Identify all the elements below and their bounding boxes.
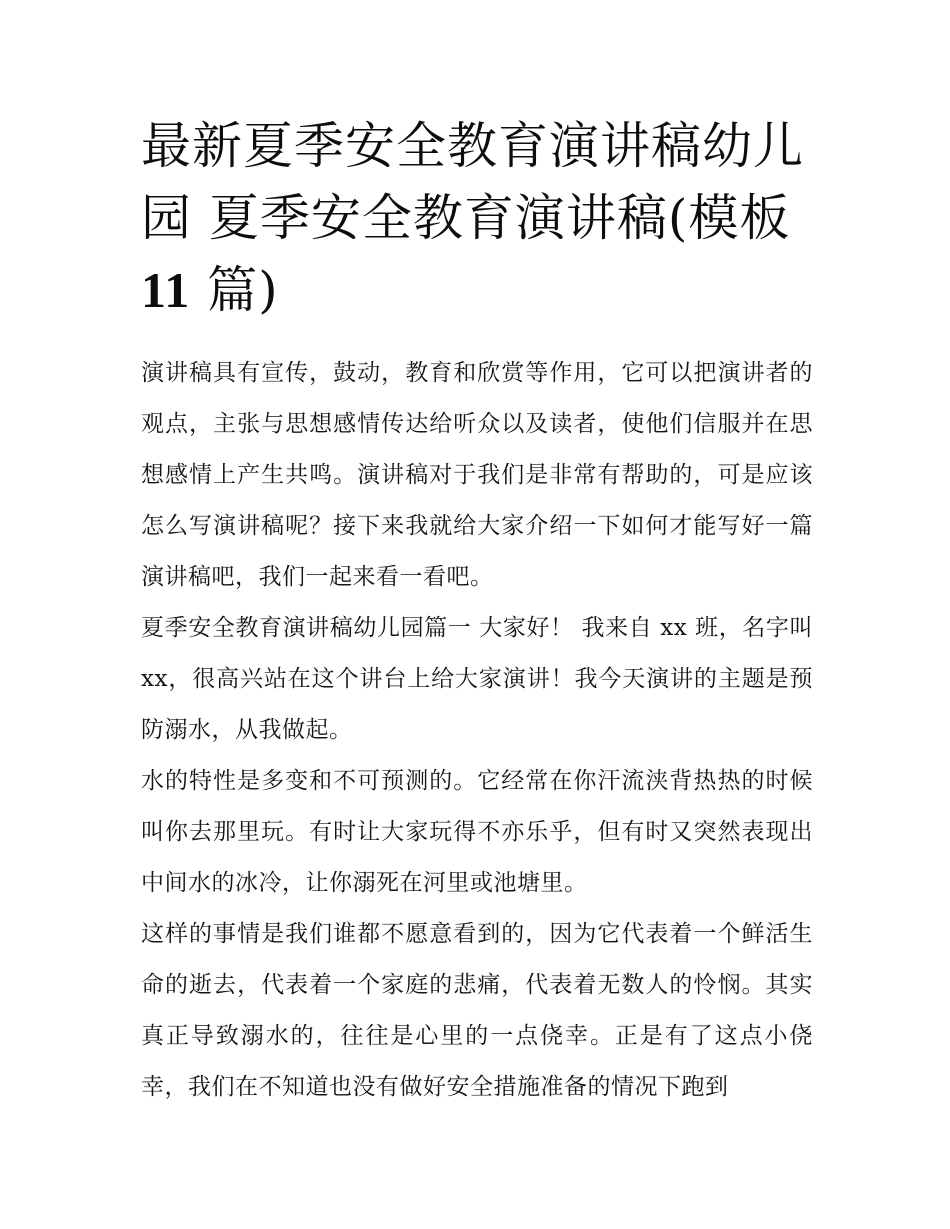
title-line-1: 最新夏季安全教育演讲稿幼儿 [141,117,804,175]
paragraph-water-nature: 水的特性是多变和不可预测的。它经常在你汗流浃背热热的时候叫你去那里玩。有时让大家玩得不亦乐乎，但有时又突然表现出中间水的冰冷，让你溺死在河里或池塘里。 [141,768,813,896]
document-title [141,110,813,326]
paragraph-speech-opening: 夏季安全教育演讲稿幼儿园篇一 大家好！ 我来自 xx 班，名字叫 xx，很高兴站在这个讲台上给大家演讲！我今天演讲的主题是预防溺水，从我做起。 [141,615,813,743]
paragraph-intro: 演讲稿具有宣传，鼓动，教育和欣赏等作用，它可以把演讲者的观点，主张与思想感情传达给听众以及读者，使他们信服并在思想感情上产生共鸣。演讲稿对于我们是非常有帮助的，可是应该怎么写演讲稿呢？接下来我就给大家介绍一下如何才能写好一篇演讲稿吧，我们一起来看一看吧。 [141,360,813,590]
title-line-2: 园 夏季安全教育演讲稿(模板 [141,189,791,247]
title-number: 11 [141,262,191,318]
paragraph-drowning-luck: 这样的事情是我们谁都不愿意看到的，因为它代表着一个鲜活生命的逝去，代表着一个家庭的悲痛，代表着无数人的怜悯。其实真正导致溺水的，往往是心里的一点侥幸。正是有了这点小侥幸，我们在不知道也没有做好安全措施准备的情况下跑到 [141,921,813,1100]
document-page [141,110,813,1113]
document-body [141,348,813,1113]
title-line-3: 篇) [190,261,279,319]
